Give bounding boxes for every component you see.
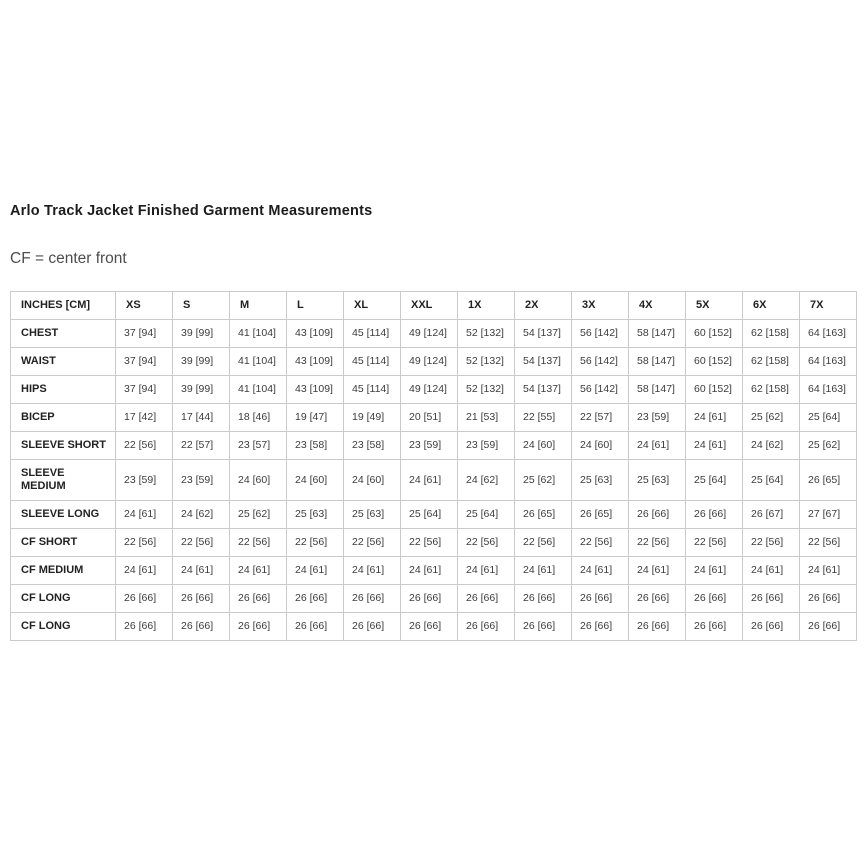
measurement-cell: 17 [42] <box>116 404 173 432</box>
measurement-cell: 26 [66] <box>743 613 800 641</box>
table-row <box>11 529 857 557</box>
measurement-cell: 43 [109] <box>287 348 344 376</box>
measurement-cell: 24 [60] <box>287 460 344 501</box>
measurement-cell: 60 [152] <box>686 376 743 404</box>
size-column-header: 5X <box>686 292 743 320</box>
measurement-cell: 56 [142] <box>572 376 629 404</box>
measurement-cell: 24 [62] <box>458 460 515 501</box>
table-row <box>11 376 857 404</box>
measurement-cell: 41 [104] <box>230 348 287 376</box>
measurement-cell: 62 [158] <box>743 348 800 376</box>
row-label: SLEEVE SHORT <box>21 439 106 451</box>
measurement-cell: 26 [66] <box>686 613 743 641</box>
measurement-cell: 58 [147] <box>629 348 686 376</box>
measurement-cell: 18 [46] <box>230 404 287 432</box>
row-label: HIPS <box>21 383 47 395</box>
measurement-cell: 43 [109] <box>287 320 344 348</box>
measurement-cell: 24 [61] <box>572 557 629 585</box>
row-label-cell <box>11 529 116 557</box>
measurement-cell: 25 [64] <box>686 460 743 501</box>
size-column-header: XL <box>344 292 401 320</box>
measurement-cell: 23 [59] <box>173 460 230 501</box>
measurement-cell: 56 [142] <box>572 320 629 348</box>
page-title: Arlo Track Jacket Finished Garment Measurements <box>10 203 373 219</box>
size-column-header: S <box>173 292 230 320</box>
row-label-cell <box>11 501 116 529</box>
measurement-cell: 54 [137] <box>515 348 572 376</box>
measurement-cell: 24 [61] <box>116 557 173 585</box>
measurement-cell: 24 [61] <box>800 557 857 585</box>
measurement-cell: 26 [66] <box>287 613 344 641</box>
measurement-cell: 26 [66] <box>572 585 629 613</box>
measurement-cell: 45 [114] <box>344 320 401 348</box>
measurement-cell: 41 [104] <box>230 376 287 404</box>
table-row <box>11 432 857 460</box>
measurement-cell: 24 [61] <box>743 557 800 585</box>
measurement-cell: 26 [66] <box>344 613 401 641</box>
measurement-cell: 26 [66] <box>230 613 287 641</box>
measurement-cell: 49 [124] <box>401 320 458 348</box>
size-column-header: XS <box>116 292 173 320</box>
measurement-cell: 23 [59] <box>458 432 515 460</box>
measurement-cell: 22 [56] <box>458 529 515 557</box>
measurement-cell: 60 [152] <box>686 320 743 348</box>
measurement-cell: 24 [60] <box>515 432 572 460</box>
size-column-header: 2X <box>515 292 572 320</box>
measurement-table <box>10 291 857 641</box>
size-column-header: 3X <box>572 292 629 320</box>
measurement-cell: 26 [66] <box>344 585 401 613</box>
measurement-cell: 19 [49] <box>344 404 401 432</box>
size-column-header: L <box>287 292 344 320</box>
measurement-cell: 24 [61] <box>686 432 743 460</box>
measurement-cell: 24 [61] <box>401 460 458 501</box>
measurement-cell: 25 [63] <box>344 501 401 529</box>
measurement-cell: 23 [59] <box>629 404 686 432</box>
table-row <box>11 585 857 613</box>
row-label: SLEEVE LONG <box>21 508 100 520</box>
measurement-cell: 25 [64] <box>401 501 458 529</box>
measurement-cell: 26 [66] <box>401 585 458 613</box>
measurement-cell: 25 [63] <box>629 460 686 501</box>
measurement-cell: 19 [47] <box>287 404 344 432</box>
measurement-cell: 26 [65] <box>572 501 629 529</box>
row-label: CF LONG <box>21 620 71 632</box>
measurement-cell: 25 [64] <box>458 501 515 529</box>
measurement-cell: 39 [99] <box>173 320 230 348</box>
size-column-header: 4X <box>629 292 686 320</box>
measurement-cell: 24 [61] <box>629 432 686 460</box>
measurement-cell: 43 [109] <box>287 376 344 404</box>
row-label: CF SHORT <box>21 536 78 548</box>
measurement-cell: 45 [114] <box>344 348 401 376</box>
measurement-cell: 22 [56] <box>401 529 458 557</box>
measurement-cell: 22 [56] <box>629 529 686 557</box>
row-label-cell <box>11 585 116 613</box>
table-row <box>11 404 857 432</box>
row-label-cell <box>11 320 116 348</box>
measurement-cell: 22 [56] <box>230 529 287 557</box>
measurement-cell: 26 [66] <box>230 585 287 613</box>
measurement-cell: 22 [56] <box>800 529 857 557</box>
size-column-header: XXL <box>401 292 458 320</box>
measurement-cell: 26 [66] <box>515 585 572 613</box>
measurement-cell: 64 [163] <box>800 348 857 376</box>
measurement-cell: 21 [53] <box>458 404 515 432</box>
table-row <box>11 613 857 641</box>
measurement-cell: 26 [66] <box>629 613 686 641</box>
measurement-cell: 22 [56] <box>572 529 629 557</box>
measurement-cell: 22 [57] <box>572 404 629 432</box>
measurement-cell: 64 [163] <box>800 320 857 348</box>
measurement-cell: 25 [64] <box>800 404 857 432</box>
table-row <box>11 460 857 501</box>
measurement-cell: 23 [58] <box>287 432 344 460</box>
measurement-cell: 25 [62] <box>743 404 800 432</box>
measurement-cell: 24 [61] <box>401 557 458 585</box>
measurement-cell: 25 [63] <box>287 501 344 529</box>
table-row <box>11 501 857 529</box>
row-label: CHEST <box>21 327 59 339</box>
measurement-cell: 24 [62] <box>173 501 230 529</box>
measurement-cell: 27 [67] <box>800 501 857 529</box>
measurement-cell: 23 [59] <box>116 460 173 501</box>
row-label-cell <box>11 432 116 460</box>
abbreviation-note: CF = center front <box>10 250 127 267</box>
measurement-cell: 22 [56] <box>515 529 572 557</box>
measurement-cell: 24 [61] <box>686 404 743 432</box>
measurement-cell: 23 [58] <box>344 432 401 460</box>
measurement-cell: 22 [56] <box>116 432 173 460</box>
row-label-cell <box>11 404 116 432</box>
measurement-cell: 23 [59] <box>401 432 458 460</box>
measurement-cell: 22 [56] <box>116 529 173 557</box>
table-row <box>11 348 857 376</box>
measurement-cell: 26 [66] <box>800 613 857 641</box>
measurement-cell: 24 [61] <box>116 501 173 529</box>
measurement-cell: 24 [61] <box>629 557 686 585</box>
measurement-cell: 24 [61] <box>230 557 287 585</box>
measurement-cell: 24 [61] <box>344 557 401 585</box>
measurement-cell: 49 [124] <box>401 348 458 376</box>
measurement-cell: 26 [66] <box>743 585 800 613</box>
measurement-cell: 58 [147] <box>629 376 686 404</box>
measurement-cell: 60 [152] <box>686 348 743 376</box>
measurement-cell: 41 [104] <box>230 320 287 348</box>
measurement-cell: 26 [66] <box>116 585 173 613</box>
measurement-cell: 62 [158] <box>743 376 800 404</box>
measurement-cell: 58 [147] <box>629 320 686 348</box>
measurement-cell: 64 [163] <box>800 376 857 404</box>
row-label: BICEP <box>21 411 55 423</box>
measurement-cell: 25 [62] <box>230 501 287 529</box>
row-label-cell <box>11 460 116 501</box>
measurement-cell: 49 [124] <box>401 376 458 404</box>
measurement-cell: 24 [62] <box>743 432 800 460</box>
table-row <box>11 320 857 348</box>
measurement-cell: 24 [60] <box>344 460 401 501</box>
measurement-cell: 26 [66] <box>458 585 515 613</box>
measurement-cell: 26 [65] <box>515 501 572 529</box>
measurement-cell: 37 [94] <box>116 376 173 404</box>
table-body <box>11 320 857 641</box>
row-label: CF MEDIUM <box>21 564 84 576</box>
measurement-cell: 25 [62] <box>515 460 572 501</box>
measurement-cell: 52 [132] <box>458 348 515 376</box>
measurement-cell: 26 [66] <box>458 613 515 641</box>
measurement-cell: 25 [64] <box>743 460 800 501</box>
measurement-cell: 24 [61] <box>173 557 230 585</box>
measurement-cell: 25 [62] <box>800 432 857 460</box>
measurement-cell: 25 [63] <box>572 460 629 501</box>
measurement-cell: 26 [65] <box>800 460 857 501</box>
measurement-cell: 22 [57] <box>173 432 230 460</box>
measurement-cell: 52 [132] <box>458 376 515 404</box>
measurement-cell: 37 [94] <box>116 320 173 348</box>
measurement-cell: 26 [67] <box>743 501 800 529</box>
table-header-row <box>11 292 857 320</box>
measurement-cell: 26 [66] <box>629 501 686 529</box>
measurement-cell: 23 [57] <box>230 432 287 460</box>
table-row <box>11 557 857 585</box>
size-column-header: 7X <box>800 292 857 320</box>
measurement-cell: 56 [142] <box>572 348 629 376</box>
measurement-cell: 26 [66] <box>173 613 230 641</box>
measurement-cell: 26 [66] <box>401 613 458 641</box>
size-column-header: M <box>230 292 287 320</box>
measurement-cell: 22 [56] <box>173 529 230 557</box>
measurement-cell: 24 [61] <box>287 557 344 585</box>
measurement-cell: 22 [56] <box>743 529 800 557</box>
measurement-cell: 22 [55] <box>515 404 572 432</box>
measurement-cell: 17 [44] <box>173 404 230 432</box>
measurement-cell: 26 [66] <box>572 613 629 641</box>
measurement-cell: 39 [99] <box>173 376 230 404</box>
measurement-cell: 24 [60] <box>230 460 287 501</box>
row-label: SLEEVE MEDIUM <box>21 467 66 492</box>
measurement-cell: 26 [66] <box>686 501 743 529</box>
measurement-cell: 26 [66] <box>800 585 857 613</box>
measurement-cell: 52 [132] <box>458 320 515 348</box>
measurement-cell: 26 [66] <box>173 585 230 613</box>
measurement-cell: 54 [137] <box>515 320 572 348</box>
row-label: CF LONG <box>21 592 71 604</box>
size-column-header: 6X <box>743 292 800 320</box>
measurement-cell: 26 [66] <box>116 613 173 641</box>
units-header-cell: INCHES [CM] <box>11 292 116 320</box>
measurement-cell: 26 [66] <box>287 585 344 613</box>
measurement-cell: 22 [56] <box>287 529 344 557</box>
measurement-cell: 24 [61] <box>515 557 572 585</box>
row-label-cell <box>11 557 116 585</box>
measurement-cell: 26 [66] <box>686 585 743 613</box>
measurement-cell: 62 [158] <box>743 320 800 348</box>
measurement-cell: 20 [51] <box>401 404 458 432</box>
measurement-cell: 37 [94] <box>116 348 173 376</box>
measurement-cell: 45 [114] <box>344 376 401 404</box>
measurement-cell: 26 [66] <box>515 613 572 641</box>
row-label: WAIST <box>21 355 56 367</box>
measurement-cell: 24 [61] <box>458 557 515 585</box>
row-label-cell <box>11 376 116 404</box>
measurement-cell: 54 [137] <box>515 376 572 404</box>
measurement-cell: 39 [99] <box>173 348 230 376</box>
measurement-cell: 24 [61] <box>686 557 743 585</box>
measurement-cell: 26 [66] <box>629 585 686 613</box>
measurement-cell: 24 [60] <box>572 432 629 460</box>
size-column-header: 1X <box>458 292 515 320</box>
row-label-cell <box>11 613 116 641</box>
row-label-cell <box>11 348 116 376</box>
measurement-cell: 22 [56] <box>344 529 401 557</box>
measurement-cell: 22 [56] <box>686 529 743 557</box>
